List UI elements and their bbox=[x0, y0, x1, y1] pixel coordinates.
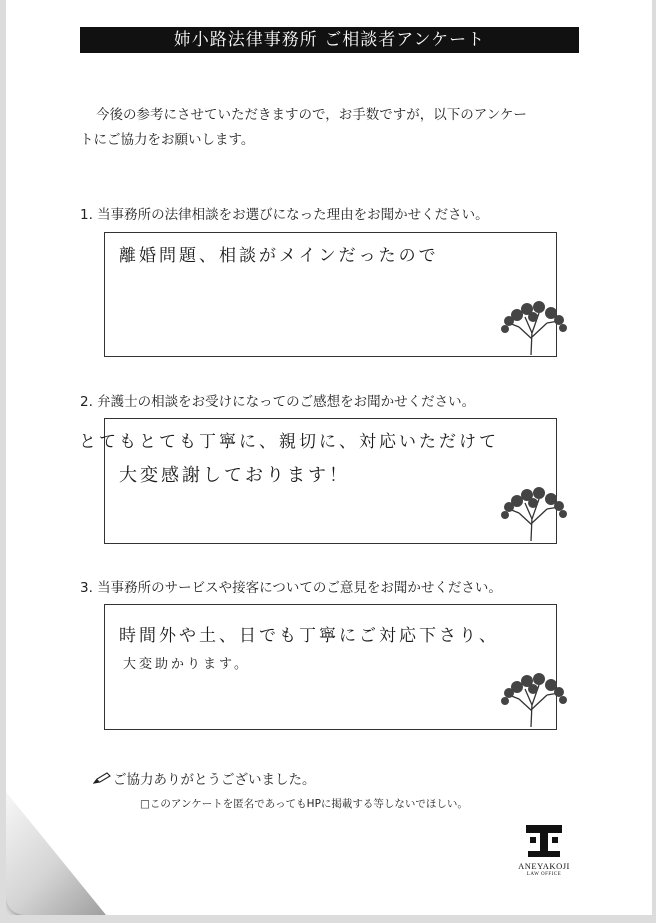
law-office-logo bbox=[508, 823, 580, 881]
pencil-icon bbox=[93, 772, 111, 784]
answer-3-line-2: 大変助かります。 bbox=[123, 657, 250, 672]
tree-icon bbox=[497, 479, 569, 541]
answer-2-line-1: とてもとても丁寧に、親切に、対応いただけて bbox=[79, 432, 499, 452]
anonymity-checkbox-note[interactable]: □このアンケートを匿名であってもHPに掲載する等しないでほしい。 bbox=[140, 798, 468, 810]
answer-box-3[interactable] bbox=[104, 604, 557, 730]
tree-icon bbox=[497, 665, 569, 727]
logo-subtitle: LAW OFFICE bbox=[526, 872, 562, 877]
question-1-label: 1. 当事務所の法律相談をお選びになった理由をお聞かせください。 bbox=[80, 207, 489, 223]
page-title: 姉小路法律事務所 ご相談者アンケート bbox=[80, 27, 579, 53]
logo-mark-icon bbox=[524, 823, 564, 859]
question-2-label: 2. 弁護士の相談をお受けになってのご感想をお聞かせください。 bbox=[80, 394, 476, 410]
answer-box-2[interactable] bbox=[79, 418, 557, 544]
tree-icon bbox=[497, 293, 569, 355]
answer-box-1[interactable] bbox=[104, 232, 557, 357]
thanks-message bbox=[93, 768, 316, 788]
answer-1-line-1: 離婚問題、相談がメインだったので bbox=[119, 246, 439, 266]
intro-text bbox=[80, 103, 600, 153]
answer-2-line-2: 大変感謝しております！ bbox=[119, 465, 350, 486]
intro-line-2: トにご協力をお願いします。 bbox=[80, 132, 255, 148]
question-3-label: 3. 当事務所のサービスや接客についてのご意見をお聞かせください。 bbox=[80, 580, 502, 596]
logo-name: ANEYAKOJI bbox=[518, 861, 570, 871]
thanks-text: ご協力ありがとうございました。 bbox=[113, 772, 316, 788]
intro-line-1: 今後の参考にさせていただきますので，お手数ですが，以下のアンケー bbox=[96, 107, 527, 123]
answer-3-line-1: 時間外や土、日でも丁寧にご対応下さり、 bbox=[119, 626, 499, 646]
